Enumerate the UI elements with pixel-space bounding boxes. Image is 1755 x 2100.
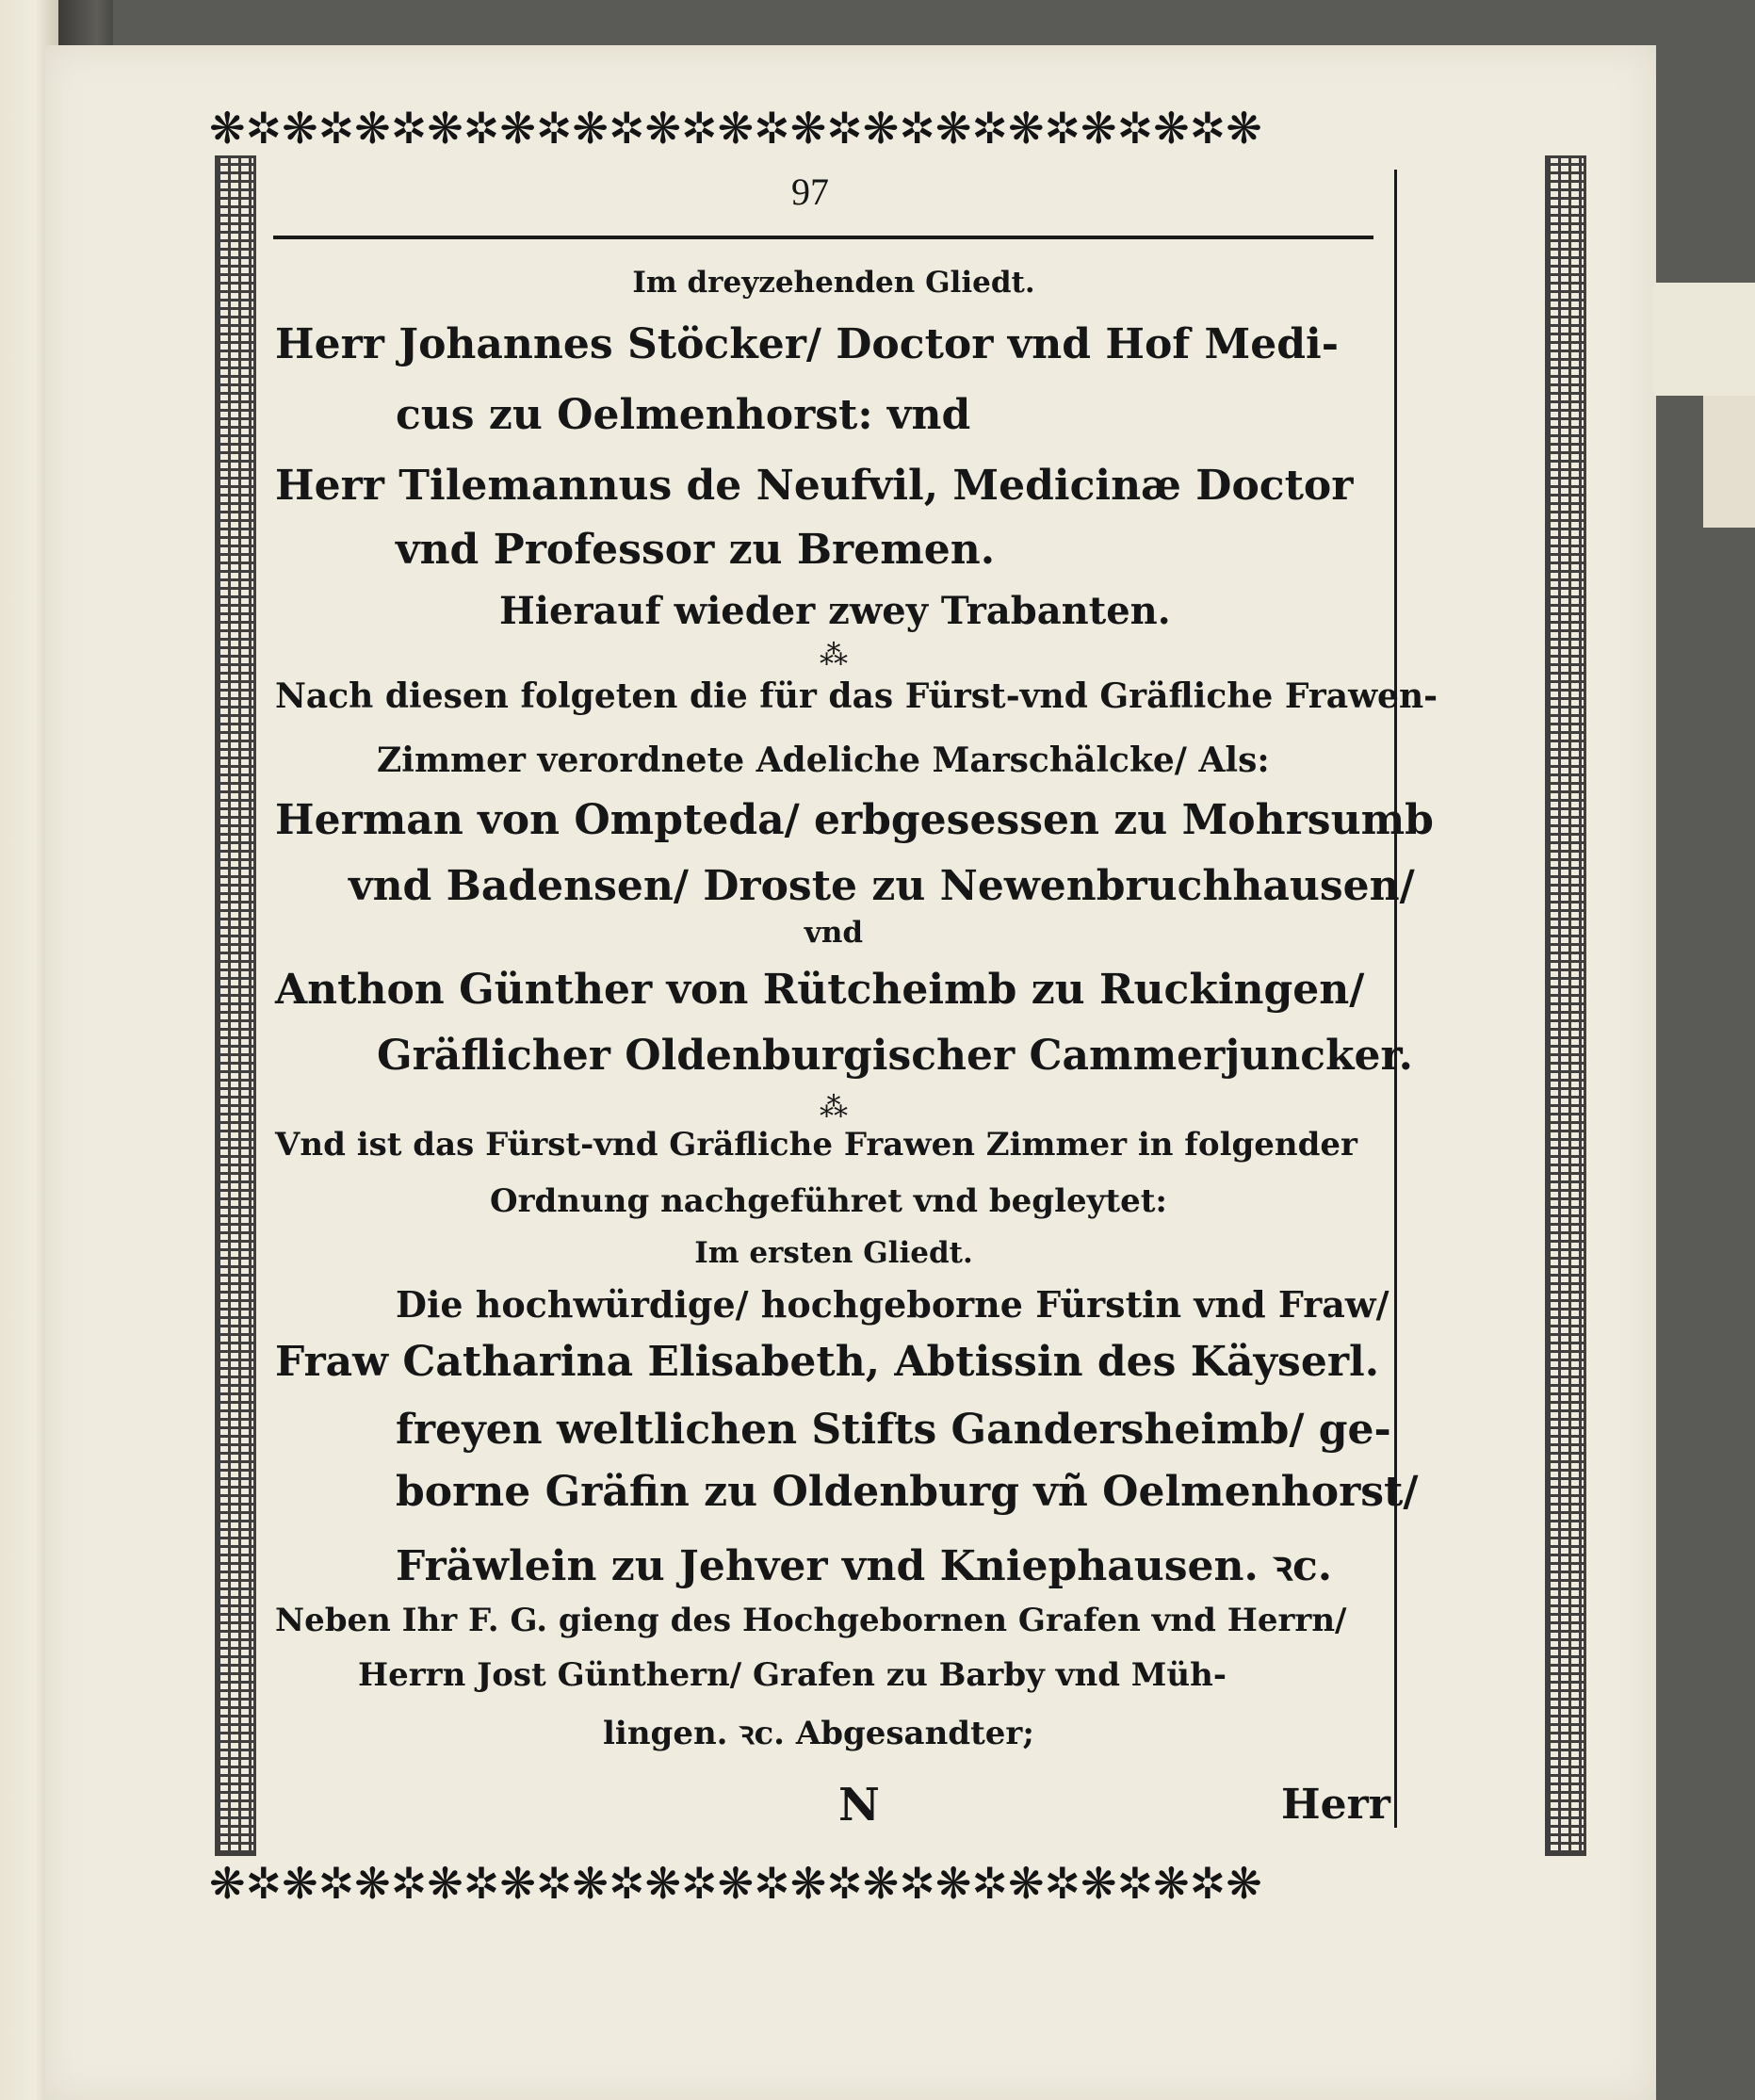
text-line: vnd (804, 916, 864, 950)
signature-mark: N (838, 1779, 880, 1831)
text-line: Herr Tilemannus de Neufvil, Medicinæ Doctor (275, 462, 1354, 510)
text-line: Anthon Günther von Rütcheimb zu Ruckingen/ (275, 966, 1365, 1014)
text-line: Fraw Catharina Elisabeth, Abtissin des Käyserl. (275, 1338, 1380, 1386)
text-line: Neben Ihr F. G. gieng des Hochgebornen Grafen vnd Herrn/ (275, 1602, 1347, 1639)
text-line: Gräflicher Oldenburgischer Cammerjuncker. (377, 1032, 1413, 1080)
ornamental-border-right (1545, 155, 1586, 1856)
text-line: Im ersten Gliedt. (694, 1236, 973, 1270)
text-line: Die hochwürdige/ hochgeborne Fürstin vnd Fraw/ (396, 1283, 1389, 1326)
separator-ornament: ⁂ (820, 1091, 848, 1124)
text-line: freyen weltlichen Stifts Gandersheimb/ ge- (396, 1406, 1391, 1454)
text-line: Fräwlein zu Jehver vnd Kniephausen. ꝛc. (396, 1542, 1333, 1590)
text-line: vnd Professor zu Bremen. (396, 526, 996, 574)
text-line: Im dreyzehenden Gliedt. (632, 266, 1035, 300)
paper-tab (1653, 283, 1755, 396)
text-line: Ordnung nachgeführet vnd begleytet: (490, 1182, 1167, 1220)
text-line: cus zu Oelmenhorst: vnd (396, 391, 971, 439)
text-line: Vnd ist das Fürst-vnd Gräfliche Frawen Zimmer in folgender (275, 1126, 1357, 1164)
text-line: Herrn Jost Günthern/ Grafen zu Barby vnd Müh- (358, 1656, 1227, 1694)
text-line: Zimmer verordnete Adeliche Marschälcke/ Als: (377, 741, 1270, 780)
header-rule (273, 236, 1373, 239)
ornamental-border-bottom: ❋✲❋✲❋✲❋✲❋✲❋✲❋✲❋✲❋✲❋✲❋✲❋✲❋✲❋✲❋ (209, 1858, 1262, 1909)
text-line: Herman von Ompteda/ erbgesessen zu Mohrsumb (275, 796, 1434, 844)
text-line: Nach diesen folgeten die für das Fürst-vnd Gräfliche Frawen- (275, 676, 1438, 716)
text-line: Herr Johannes Stöcker/ Doctor vnd Hof Medi- (275, 320, 1339, 368)
ornamental-border-top: ❋✲❋✲❋✲❋✲❋✲❋✲❋✲❋✲❋✲❋✲❋✲❋✲❋✲❋✲❋ (209, 103, 1262, 154)
column-rule (1394, 170, 1397, 1828)
separator-ornament: ⁂ (820, 639, 848, 672)
text-line: borne Gräfin zu Oldenburg vñ Oelmenhorst/ (396, 1468, 1419, 1516)
text-line: lingen. ꝛc. Abgesandter; (603, 1715, 1034, 1752)
text-line: Hierauf wieder zwey Trabanten. (499, 589, 1171, 633)
paper-tab (1703, 396, 1755, 528)
ornamental-border-left (215, 155, 256, 1856)
page-number: 97 (791, 171, 829, 213)
text-line: vnd Badensen/ Droste zu Newenbruchhausen/ (349, 862, 1415, 910)
catchword: Herr (1281, 1781, 1390, 1829)
